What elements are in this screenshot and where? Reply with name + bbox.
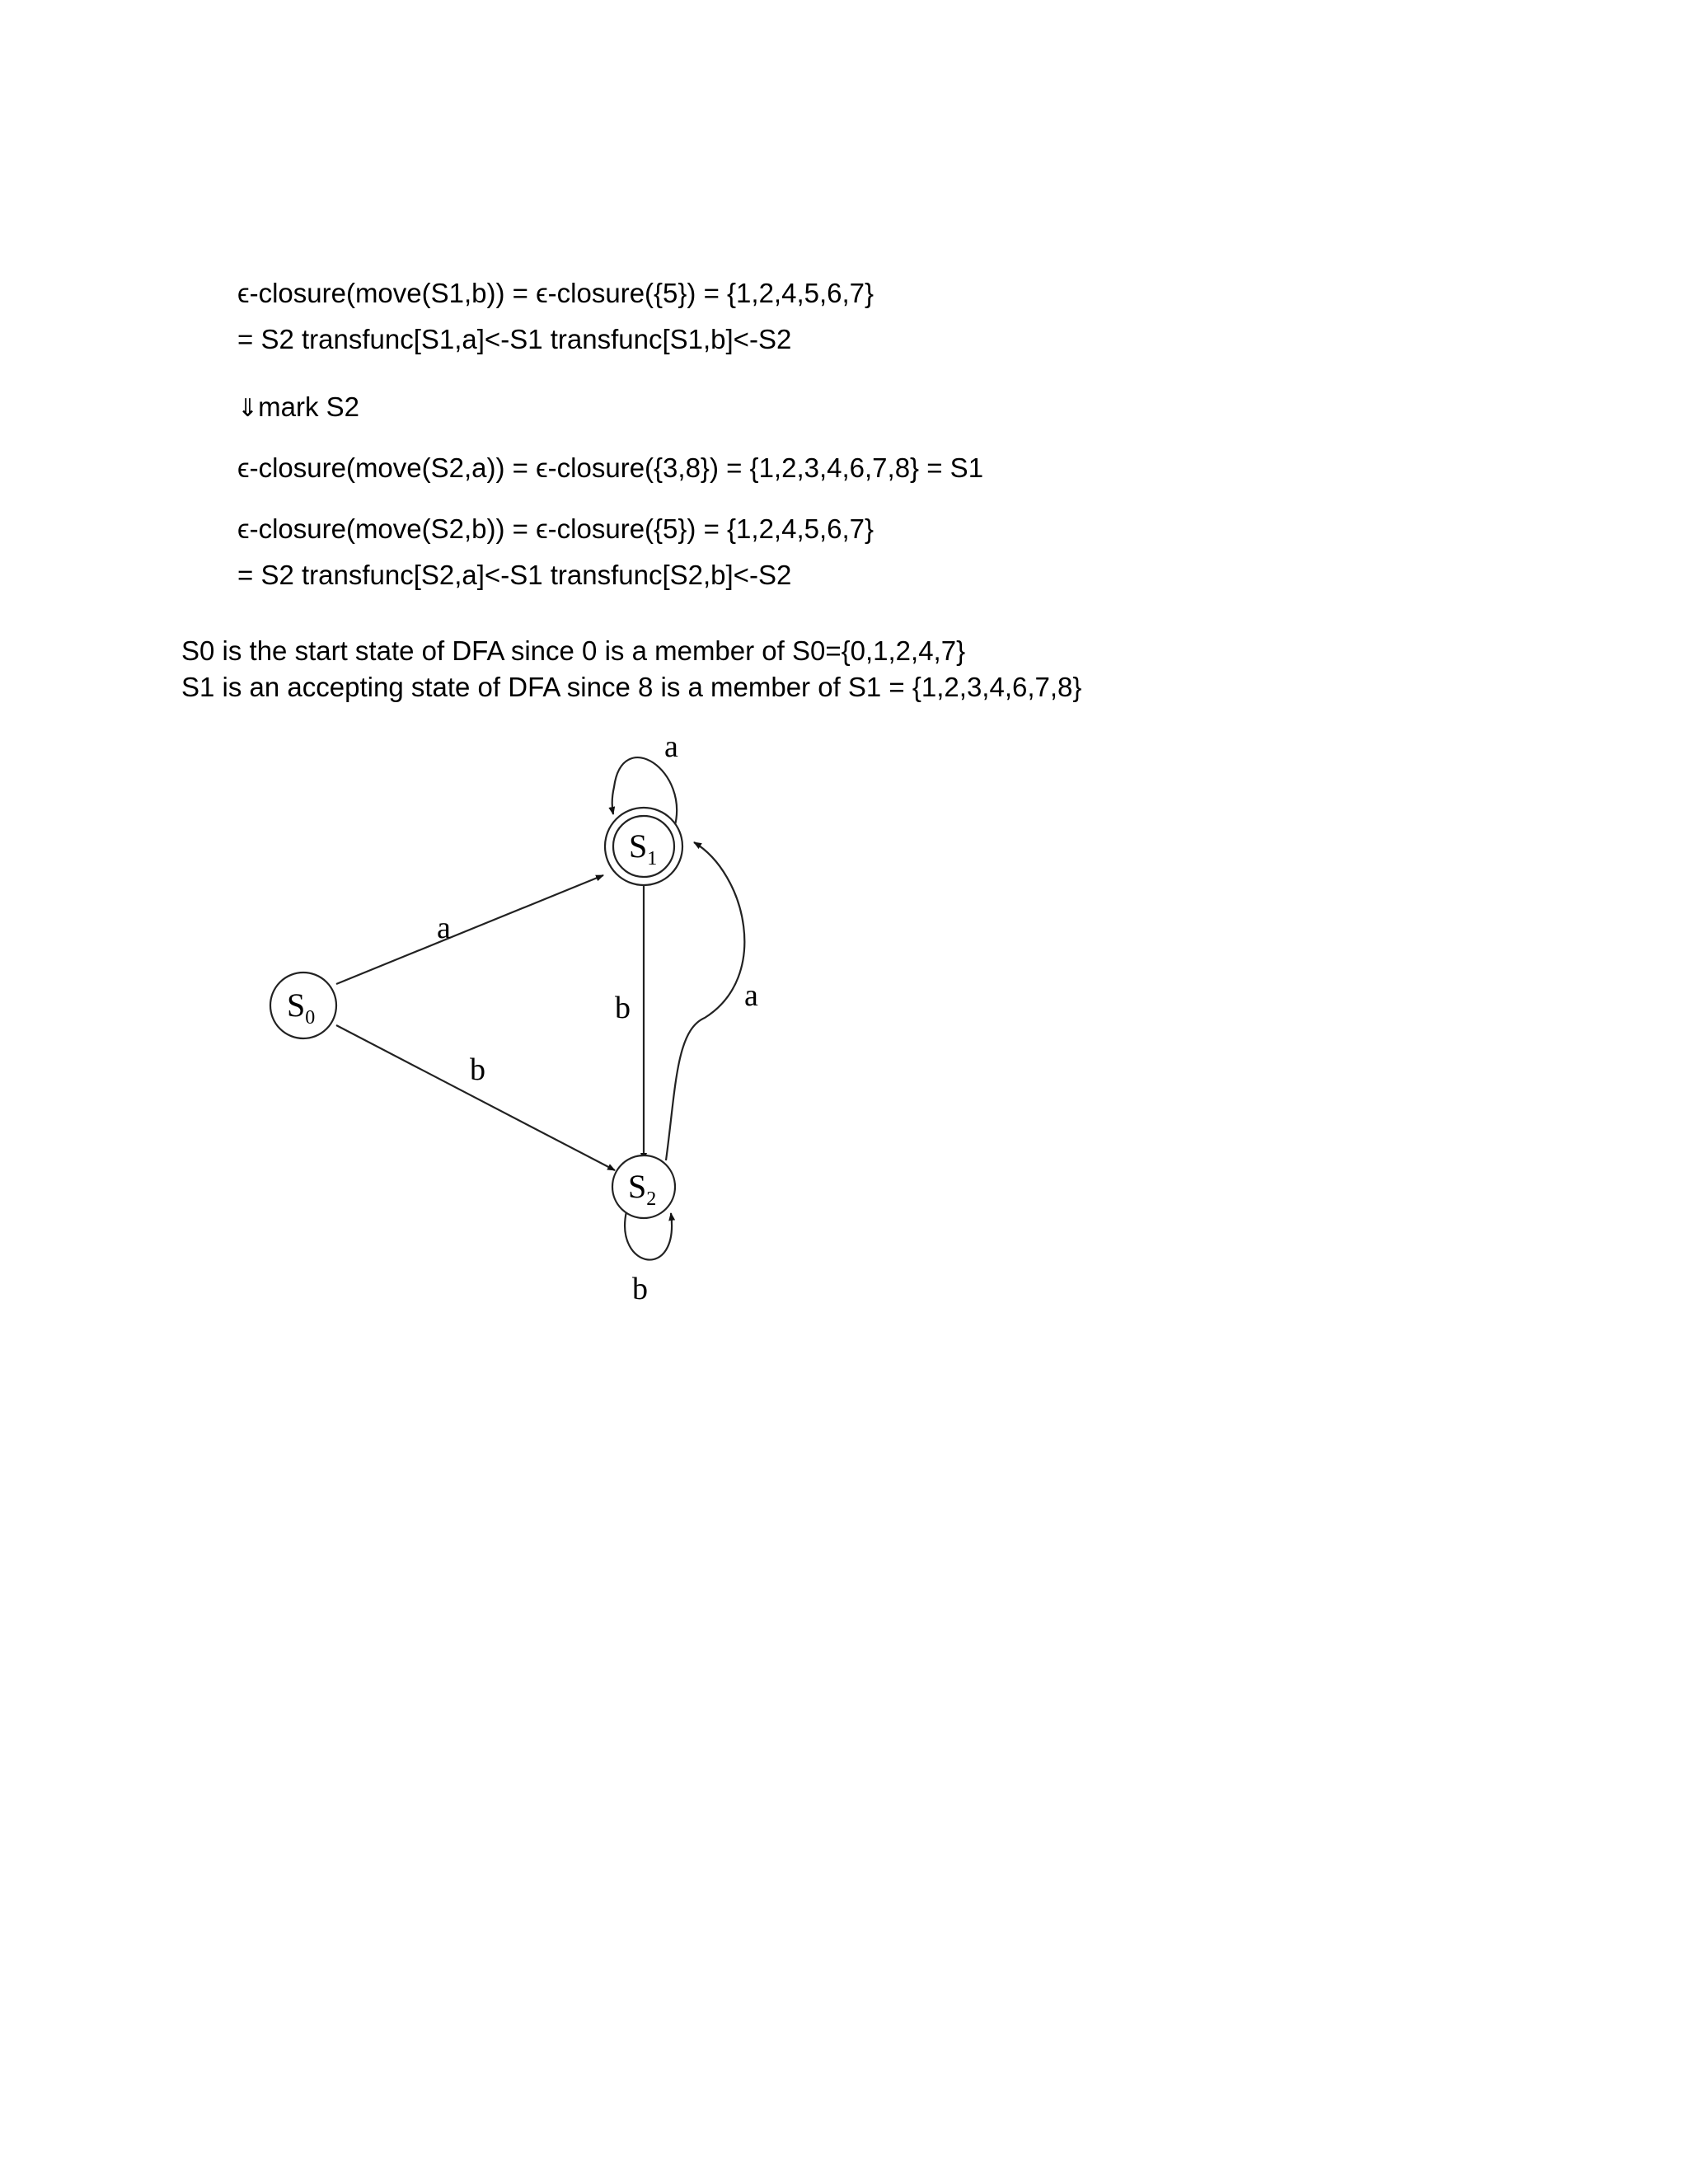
state-s0-label: $S_0$ — [287, 987, 316, 1029]
double-down-arrow-icon: ⇓ — [237, 394, 259, 423]
s2-a-closure-line: ϵ-closure(move(S2,a)) = ϵ-closure({3,8}) = {1,2,3,4,6,7,8} = S1 — [237, 452, 984, 483]
edge-s2-s1-label: a — [744, 978, 758, 1013]
edge-s0-s2 — [336, 1025, 615, 1170]
mark-s2-line — [237, 391, 359, 425]
dfa-state-diagram — [247, 717, 824, 1327]
edge-s0-s1-label: a — [437, 911, 451, 945]
s1-transfunc-line: = S2 transfunc[S1,a]<-S1 transfunc[S1,b]<-S2 — [237, 324, 792, 354]
state-s1-label: $S_1$ — [629, 827, 658, 869]
edge-s1-self-label: a — [664, 729, 678, 764]
edge-s2-s1 — [666, 842, 744, 1160]
s1-b-closure-line: ϵ-closure(move(S1,b)) = ϵ-closure({5}) = {1,2,4,5,6,7} — [237, 278, 874, 308]
s2-transfunc-line: = S2 transfunc[S2,a]<-S1 transfunc[S2,b]<-S2 — [237, 560, 792, 590]
edge-s2-self-loop — [625, 1212, 672, 1260]
edge-s2-self-label: b — [632, 1272, 648, 1306]
accepting-state-statement: S1 is an accepting state of DFA since 8 is a member of S1 = {1,2,3,4,6,7,8} — [181, 672, 1082, 702]
mark-s2-text: mark S2 — [258, 391, 360, 422]
edge-s0-s2-label: b — [470, 1052, 485, 1087]
edge-s0-s1 — [336, 875, 603, 984]
s2-b-closure-line: ϵ-closure(move(S2,b)) = ϵ-closure({5}) = {1,2,4,5,6,7} — [237, 513, 874, 544]
state-s2-label: $S_2$ — [628, 1168, 657, 1210]
start-state-statement: S0 is the start state of DFA since 0 is a member of S0={0,1,2,4,7} — [181, 635, 966, 666]
edge-s1-s2-label: b — [615, 991, 631, 1025]
